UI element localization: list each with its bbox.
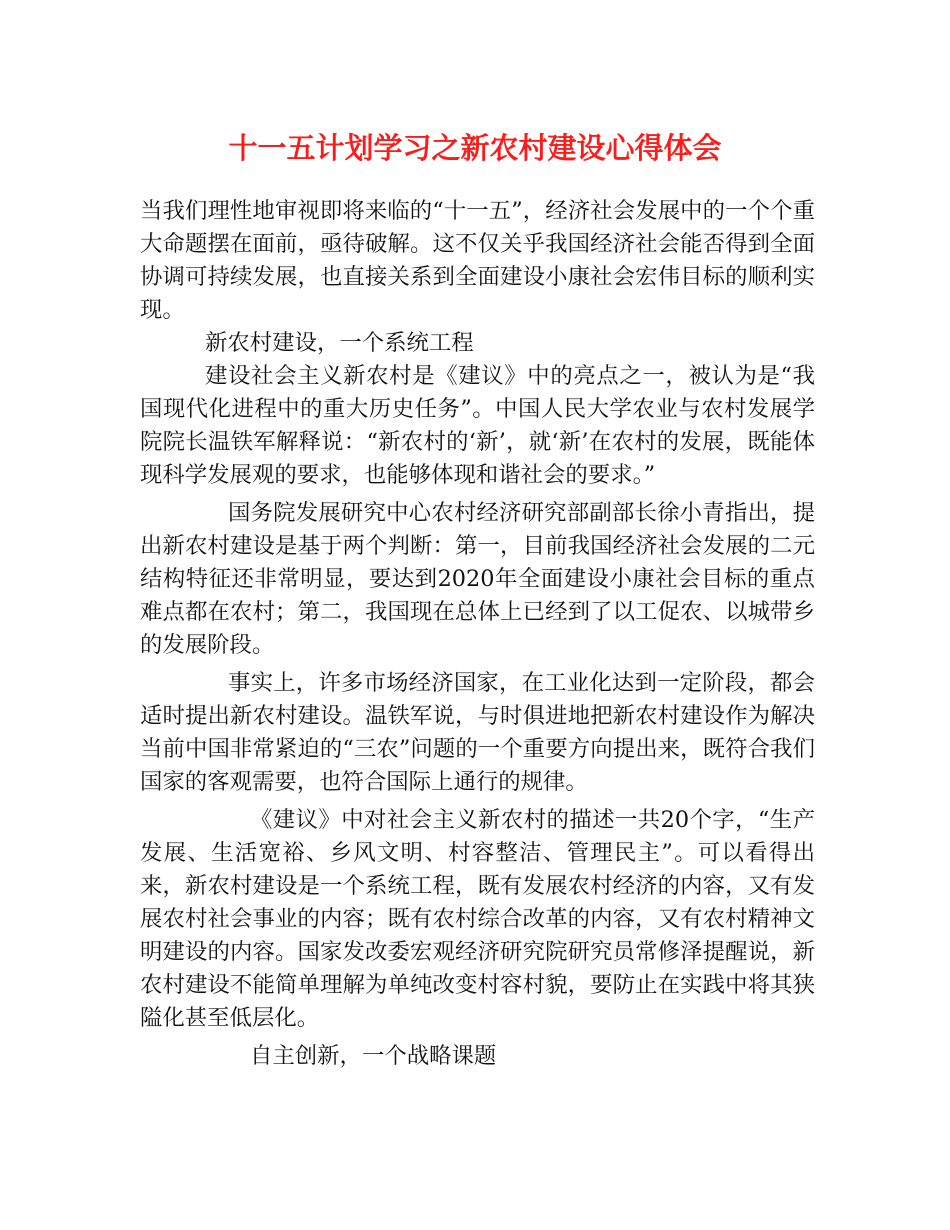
document-body (140, 195, 815, 1073)
paragraph-intro: 当我们理性地审视即将来临的“十一五”，经济社会发展中的一个个重大命题摆在面前，亟待破解。这不仅关乎我国经济社会能否得到全面协调可持续发展，也直接关系到全面建设小康社会宏伟目标的顺利实现。 (140, 198, 815, 323)
paragraph-twenty-characters: 《建议》中对社会主义新农村的描述一共20个字，“生产发展、生活宽裕、乡风文明、村容整洁、管理民主”。可以看得出来，新农村建设是一个系统工程，既有发展农村经济的内容，又有发展农村社会事业的内容；既有农村综合改革的内容，又有农村精神文明建设的内容。国家发改委宏观经济研究院研究员常修泽提醒说，新农村建设不能简单理解为单纯改变村容村貌，要防止在实践中将其狭隘化甚至低层化。 (140, 807, 815, 1031)
section-heading-innovation: 自主创新，一个战略课题 (250, 1043, 497, 1069)
section-heading-new-countryside: 新农村建设，一个系统工程 (205, 330, 474, 356)
document-title: 十一五计划学习之新农村建设心得体会 (228, 131, 722, 165)
paragraph-jianyi-highlight: 建设社会主义新农村是《建议》中的亮点之一，被认为是“我国现代化进程中的重大历史任务”。中国人民大学农业与农村发展学院院长温铁军解释说：“新农村的‘新’，就‘新’在农村的发展，既能体现科学发展观的要求，也能够体现和谐社会的要求。” (140, 363, 815, 488)
paragraph-xu-xiaoqing: 国务院发展研究中心农村经济研究部副部长徐小青指出，提出新农村建设是基于两个判断：第一，目前我国经济社会发展的二元结构特征还非常明显，要达到2020年全面建设小康社会目标的重点难点都在农村；第二，我国现在总体上已经到了以工促农、以城带乡的发展阶段。 (140, 500, 815, 658)
paragraph-market-economies: 事实上，许多市场经济国家，在工业化达到一定阶段，都会适时提出新农村建设。温铁军说，与时俱进地把新农村建设作为解决当前中国非常紧迫的“三农”问题的一个重要方向提出来，既符合我们国家的客观需要，也符合国际上通行的规律。 (140, 670, 815, 795)
